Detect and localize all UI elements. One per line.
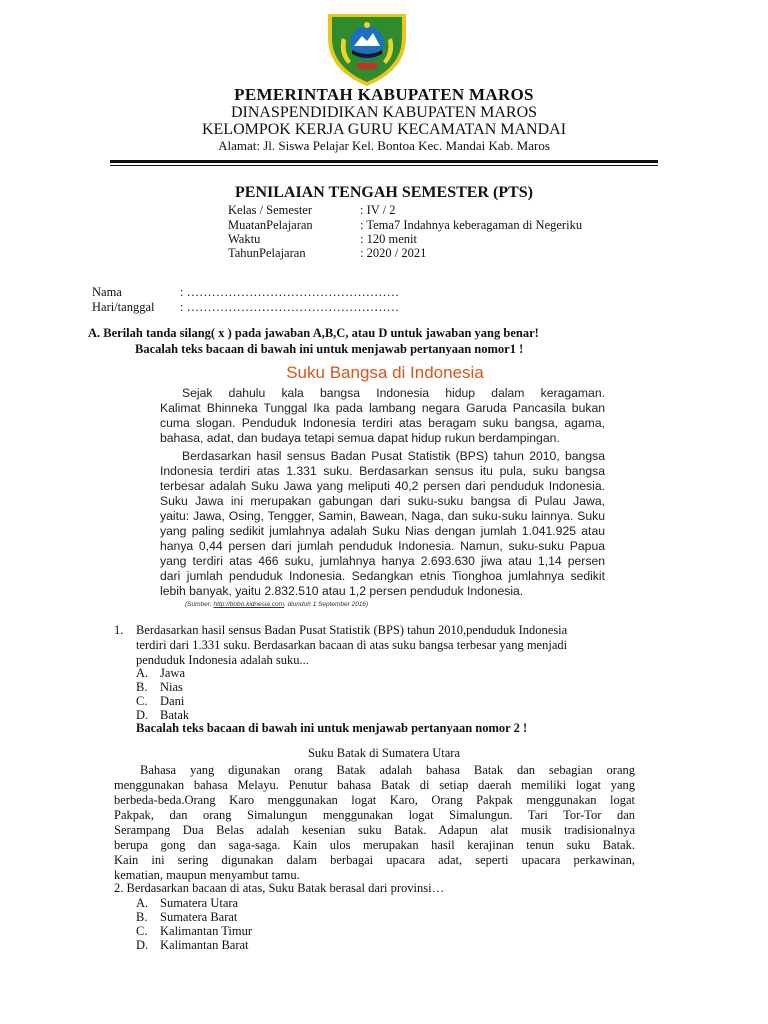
- passage-2-line: Bahasa yang digunakan orang Batak adalah bahasa Batak dan sebagian orang: [140, 763, 635, 777]
- meta-value: : Tema7 Indahnya keberagaman di Negeriku: [360, 218, 583, 232]
- passage-1-line: bahasa, adat, dan budaya tetapi semua dapat hidup rukun berdampingan.: [160, 431, 560, 445]
- meta-value: : 120 menit: [360, 232, 417, 246]
- source-prefix: (Sumber:: [185, 601, 214, 608]
- meta-value: : IV / 2: [360, 203, 396, 217]
- meta-label: Waktu: [228, 232, 261, 246]
- passage-2-line: menggunakan bahasa Melayu. Penutur bahasa Batak di setiap daerah memiliki logat yang: [114, 778, 635, 792]
- option-text: Dani: [160, 694, 185, 708]
- option-text: Jawa: [160, 666, 185, 680]
- option-letter: A.: [136, 896, 149, 910]
- header-rule-thin: [110, 165, 658, 166]
- question-1-line: penduduk Indonesia adalah suku...: [136, 653, 309, 667]
- option-letter: B.: [136, 910, 148, 924]
- name-label: Nama: [92, 285, 122, 299]
- option-text: Batak: [160, 708, 190, 722]
- meta-label: TahunPelajaran: [228, 246, 306, 260]
- option-text: Kalimantan Timur: [160, 924, 253, 938]
- option-text: Sumatera Barat: [160, 910, 238, 924]
- meta-label: MuatanPelajaran: [228, 218, 313, 232]
- working-group-title: KELOMPOK KERJA GURU KECAMATAN MANDAI: [201, 121, 567, 138]
- passage-2-line: Pakpak, dan orang Simalungun menggunakan logat Simalungun. Tari Tor-Tor dan: [114, 808, 635, 822]
- passage-1-line: Berdasarkan hasil sensus Badan Pusat Statistik (BPS) tahun 2010, bangsa: [182, 449, 605, 463]
- passage-2-line: kematian, maupun menyambut tamu.: [114, 868, 300, 882]
- read-instruction-2: Bacalah teks bacaan di bawah ini untuk menjawab pertanyaan nomor 2 !: [136, 721, 528, 735]
- passage-1-line: lebih banyak, yaitu 2.832.510 atau 1,2 persen penduduk Indonesia.: [160, 584, 524, 598]
- question-1-line: terdiri dari 1.331 suku. Berdasarkan bacaan di atas suku bangsa terbesar yang menjadi: [136, 638, 568, 652]
- question-2-text: 2. Berdasarkan bacaan di atas, Suku Batak berasal dari provinsi…: [114, 881, 445, 895]
- header-rule-thick: [110, 160, 658, 163]
- option-letter: D.: [136, 708, 149, 722]
- passage-1-line: Sejak dahulu kala bangsa Indonesia hidup dalam keragaman.: [182, 386, 605, 400]
- option-letter: B.: [136, 680, 148, 694]
- passage-1-line: yang terdiri atas 466 suku, jumlahnya hanya 2.693.630 jiwa atau 1,14 persen: [160, 554, 605, 568]
- passage-1-line: Kalimat Bhinneka Tunggal Ika pada lambang negara Garuda Pancasila bukan: [160, 401, 605, 415]
- option-letter: A.: [136, 666, 149, 680]
- meta-label: Kelas / Semester: [228, 203, 313, 217]
- meta-value: : 2020 / 2021: [360, 246, 427, 260]
- option-text: Nias: [160, 680, 183, 694]
- passage-2-line: berbeda-beda.Orang Karo menggunakan logat Karo, Orang Pakpak menggunakan logat: [114, 793, 635, 807]
- option-letter: D.: [136, 938, 149, 952]
- passage-2-line: berupa gong dan saga-saga. Kain ulos merupakan hasil kerajinan tenun suku Batak.: [114, 838, 635, 852]
- source-suffix: , diunduh 1 September 2016): [284, 601, 369, 608]
- passage-1-line: terbesar adalah Suku Jawa yang meliputi 40,2 persen dari penduduk Indonesia.: [160, 479, 605, 493]
- passage-1-title: Suku Bangsa di Indonesia: [286, 363, 484, 382]
- date-label: Hari/tanggal: [92, 300, 155, 314]
- department-title: DINASPENDIDIKAN KABUPATEN MAROS: [230, 104, 538, 121]
- option-letter: C.: [136, 924, 148, 938]
- passage-1-line: cuma slogan. Penduduk Indonesia terdiri atas beragam suku bangsa, agama,: [160, 416, 605, 430]
- option-text: Kalimantan Barat: [160, 938, 249, 952]
- passage-1-line: Suku Jawa ini merupakan gabungan dari suku-suku bangsa di Pulau Jawa,: [160, 494, 605, 508]
- passage-2-line: Kain ini sering digunakan dalam berbagai upacara adat, seperti upacara perkawinan,: [114, 853, 635, 867]
- passage-1-source: [185, 601, 368, 608]
- source-link[interactable]: http://bobo.kidnesia.com: [213, 601, 285, 608]
- passage-2-title: Suku Batak di Sumatera Utara: [307, 746, 461, 760]
- passage-1-line: yaitu: Jawa, Osing, Tengger, Samin, Bawean, Naga, dan suku-suku lainnya. Suku: [160, 509, 605, 523]
- option-letter: C.: [136, 694, 148, 708]
- exam-title: PENILAIAN TENGAH SEMESTER (PTS): [235, 184, 533, 201]
- institution-title: PEMERINTAH KABUPATEN MAROS: [234, 85, 534, 104]
- option-text: Sumatera Utara: [160, 896, 239, 910]
- date-blank: : ……………………………………………: [180, 300, 400, 314]
- question-1-number: 1.: [114, 623, 124, 637]
- question-1-line: Berdasarkan hasil sensus Badan Pusat Statistik (BPS) tahun 2010,penduduk Indonesia: [136, 623, 568, 637]
- address-line: Alamat: Jl. Siswa Pelajar Kel. Bontoa Kec. Mandai Kab. Maros: [218, 138, 550, 153]
- passage-1-line: Indonesia terdiri atas 1.331 suku. Berdasarkan sensus itu pula, suku bangsa: [160, 464, 605, 478]
- maros-regency-emblem-icon: [324, 8, 410, 88]
- passage-1-line: hanya 0,44 persen dari jumlah penduduk Indonesia. Namun, suku-suku Papua: [160, 539, 605, 553]
- passage-1-line: yang paling sedikit jumlahnya adalah Suku Nias dengan jumlah 1.041.925 atau: [160, 524, 605, 538]
- section-a-instruction: A. Berilah tanda silang( x ) pada jawaban A,B,C, atau D untuk jawaban yang benar!: [88, 326, 539, 340]
- passage-1-image: [150, 360, 620, 615]
- passage-2-line: Serampang Dua Belas adalah kesenian suku Batak. Adapun alat musik tradisionalnya: [114, 823, 635, 837]
- name-blank: : ……………………………………………: [180, 285, 400, 299]
- read-instruction-1: Bacalah teks bacaan di bawah ini untuk menjawab pertanyaan nomor1 !: [135, 342, 524, 356]
- passage-1-line: dari jumlah penduduk Indonesia. Sedangkan etnis Tionghoa jumlahnya sedikit: [160, 569, 605, 583]
